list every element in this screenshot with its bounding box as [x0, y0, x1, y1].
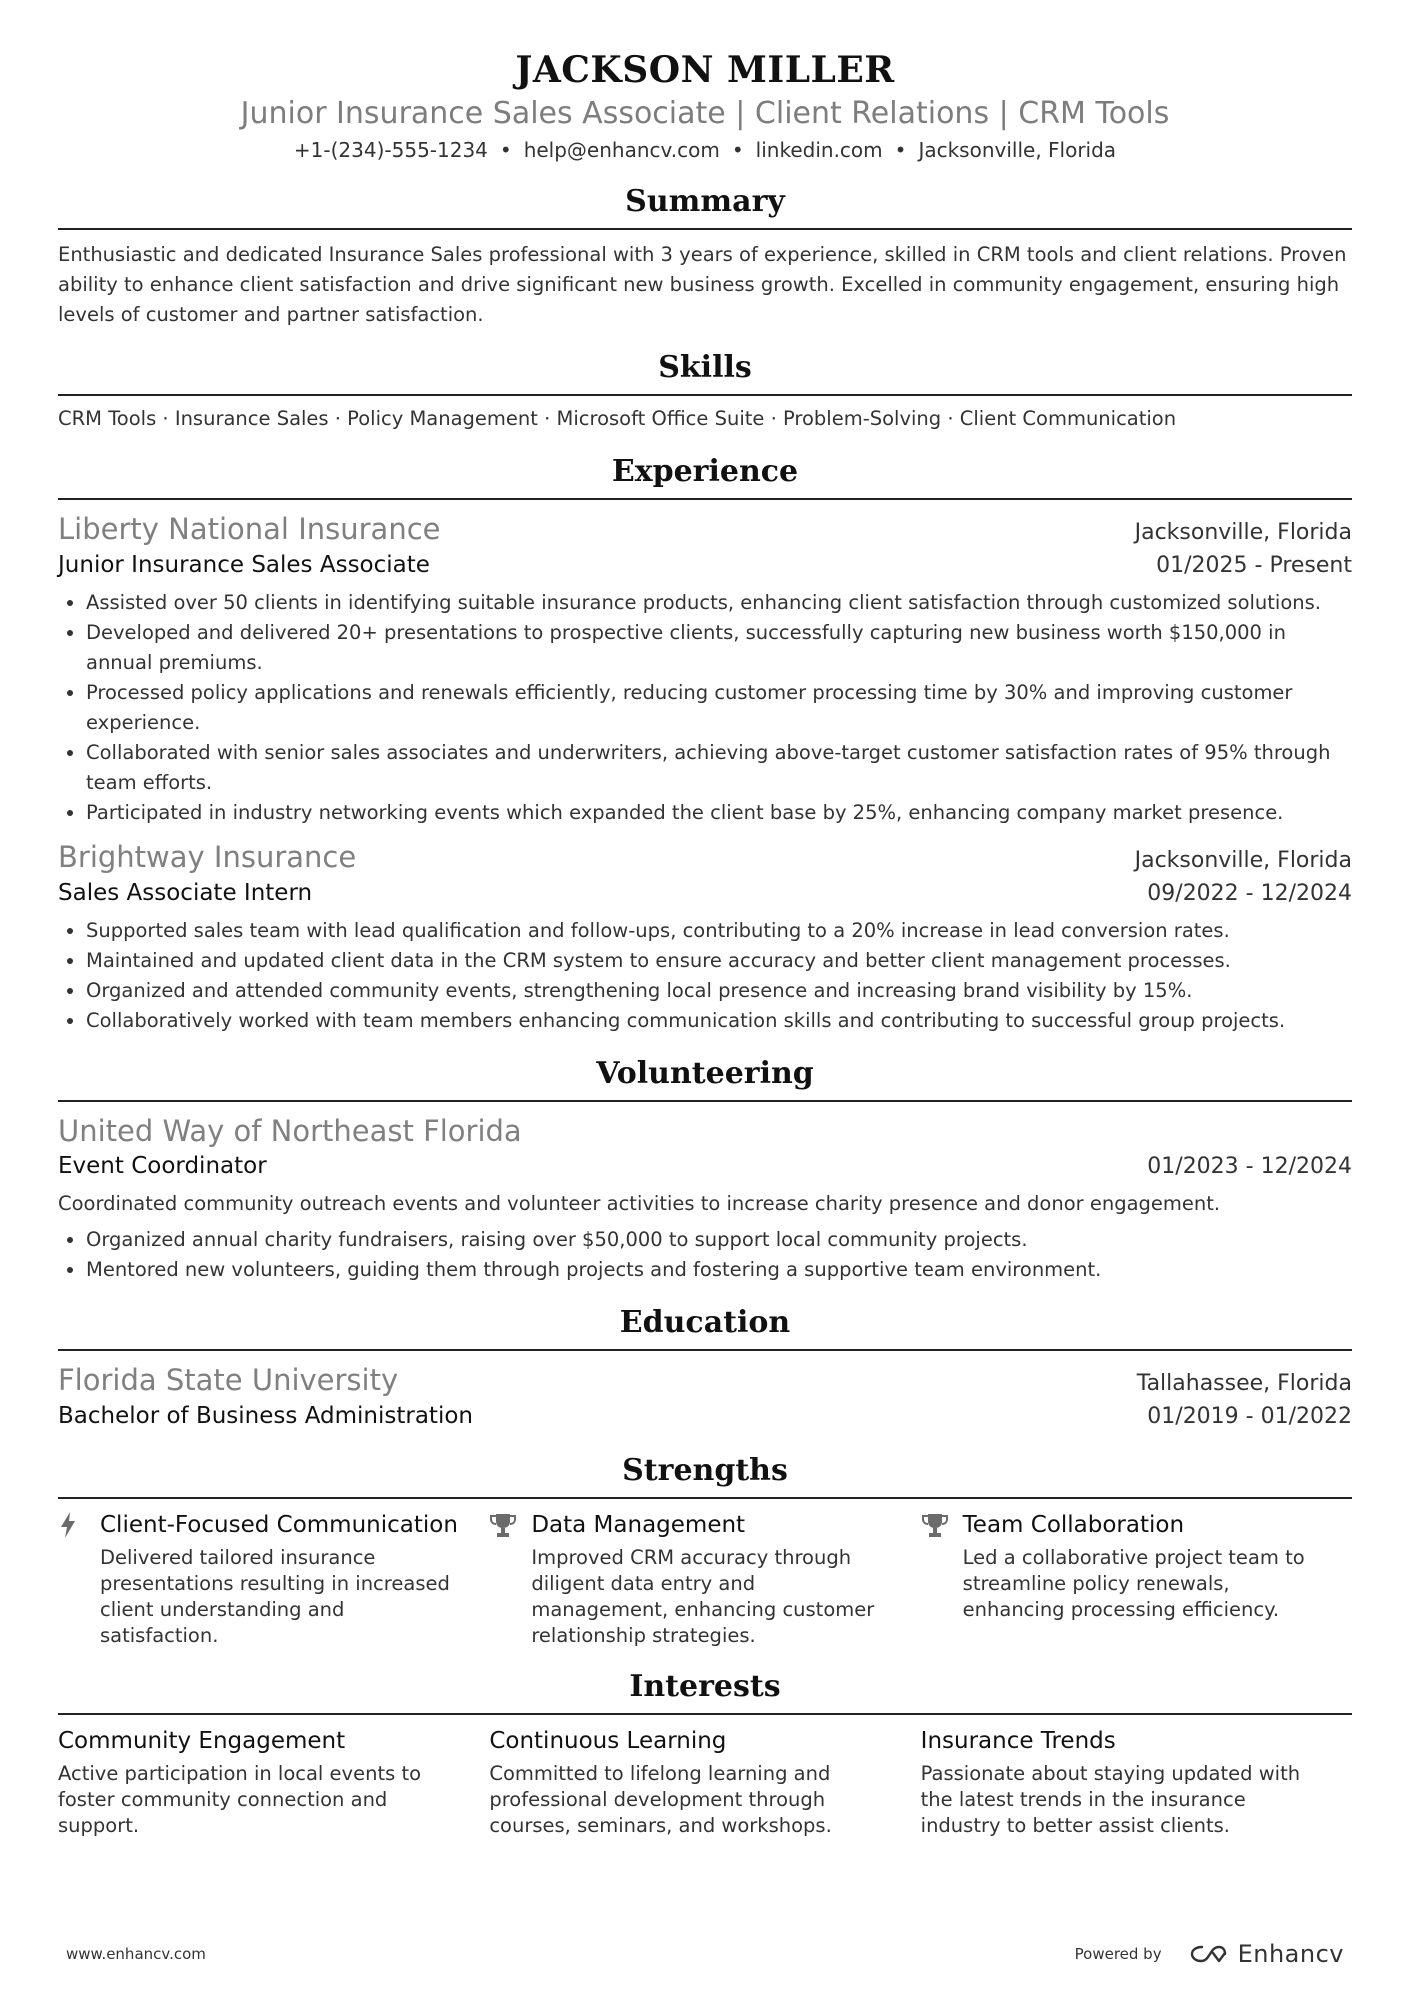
job-role: Sales Associate Intern — [58, 880, 313, 906]
bullet-item: • Developed and delivered 20+ presentations to prospective clients, successfully capturing new business worth $150,000 in annual premiums. — [86, 618, 1352, 678]
strength-item — [921, 1509, 1352, 1649]
powered-by — [1075, 1940, 1344, 1968]
volunteer-bullets — [58, 1225, 1352, 1285]
section-title-experience: Experience — [58, 452, 1352, 500]
volunteering-entry — [58, 1112, 1352, 1285]
strength-description: Led a collaborative project team to streamline policy renewals, enhancing processing efficiency. — [962, 1546, 1305, 1621]
page-footer — [66, 1940, 1344, 1968]
volunteer-role: Event Coordinator — [58, 1153, 267, 1179]
volunteer-description: Coordinated community outreach events and volunteer activities to increase charity presence and donor engagement. — [58, 1192, 1221, 1215]
interest-title: Insurance Trends — [920, 1728, 1116, 1754]
bullet-item: • Collaborated with senior sales associates and underwriters, achieving above-target customer satisfaction rates of 95% through team efforts. — [86, 738, 1352, 798]
interest-title: Continuous Learning — [489, 1728, 727, 1754]
location: Jacksonville, Florida — [918, 138, 1117, 162]
interest-item — [921, 1725, 1352, 1839]
separator-dot: • — [731, 138, 744, 162]
job-location: Jacksonville, Florida — [1134, 520, 1352, 545]
strength-description: Delivered tailored insurance presentations resulting in increased client understanding and satisfaction. — [100, 1546, 450, 1647]
interest-item — [58, 1725, 489, 1839]
section-title-volunteering: Volunteering — [58, 1054, 1352, 1102]
email-link[interactable]: help@enhancv.com — [523, 138, 720, 162]
linkedin-link[interactable]: linkedin.com — [755, 138, 883, 162]
section-title-education: Education — [58, 1303, 1352, 1351]
section-title-strengths: Strengths — [58, 1451, 1352, 1499]
experience-entry — [58, 838, 1352, 1036]
strength-item — [58, 1509, 489, 1649]
bullet-item: • Maintained and updated client data in the CRM system to ensure accuracy and better client management processes. — [86, 946, 1352, 976]
powered-by-label: Powered by — [1074, 1945, 1162, 1963]
brand-name: Enhancv — [1237, 1940, 1344, 1968]
trophy-icon — [489, 1510, 531, 1540]
interest-title: Community Engagement — [58, 1728, 346, 1754]
section-title-summary: Summary — [58, 182, 1352, 230]
school-name: Florida State University — [58, 1363, 399, 1397]
section-title-skills: Skills — [58, 348, 1352, 396]
interest-description: Active participation in local events to foster community connection and support. — [58, 1762, 422, 1837]
separator-dot: • — [499, 138, 512, 162]
volunteer-org: United Way of Northeast Florida — [58, 1114, 522, 1148]
degree: Bachelor of Business Administration — [58, 1403, 473, 1429]
experience-entry — [58, 510, 1352, 828]
job-location: Jacksonville, Florida — [1134, 848, 1352, 873]
company-name: Brightway Insurance — [58, 840, 357, 874]
strength-title: Client-Focused Communication — [100, 1512, 458, 1538]
candidate-headline: Junior Insurance Sales Associate | Client Relations | CRM Tools — [240, 96, 1170, 131]
bullet-item: • Participated in industry networking events which expanded the client base by 25%, enhancing company market presence. — [86, 798, 1352, 828]
interest-description: Passionate about staying updated with the latest trends in the insurance industry to better assist clients. — [920, 1762, 1301, 1837]
strength-item — [489, 1509, 920, 1649]
job-role: Junior Insurance Sales Associate — [58, 552, 430, 578]
strength-title: Data Management — [531, 1512, 746, 1538]
school-location: Tallahassee, Florida — [1136, 1371, 1352, 1396]
trophy-icon — [921, 1510, 963, 1540]
bullet-item: • Assisted over 50 clients in identifying suitable insurance products, enhancing client satisfaction through customized solutions. — [86, 588, 1352, 618]
bullet-item: • Mentored new volunteers, guiding them through projects and fostering a supportive team environment. — [86, 1255, 1352, 1285]
company-name: Liberty National Insurance — [58, 512, 441, 546]
education-entry — [58, 1361, 1352, 1433]
job-bullets — [58, 916, 1352, 1036]
strengths-grid — [58, 1509, 1352, 1649]
bullet-item: • Supported sales team with lead qualification and follow-ups, contributing to a 20% increase in lead conversion rates. — [86, 916, 1352, 946]
job-dates: 09/2022 - 12/2024 — [1147, 881, 1352, 906]
footer-url[interactable]: www.enhancv.com — [66, 1945, 206, 1963]
interest-description: Committed to lifelong learning and professional development through courses, seminars, and workshops. — [489, 1762, 832, 1837]
candidate-name: JACKSON MILLER — [515, 49, 895, 91]
interest-item — [489, 1725, 920, 1839]
lightning-icon — [58, 1510, 100, 1540]
enhancv-logo-icon — [1188, 1943, 1228, 1965]
bullet-item: • Processed policy applications and renewals efficiently, reducing customer processing time by 30% and improving customer experience. — [86, 678, 1352, 738]
skills-list: CRM Tools · Insurance Sales · Policy Management · Microsoft Office Suite · Problem-Solving · Client Communication — [58, 407, 1177, 430]
bullet-item: • Organized and attended community events, strengthening local presence and increasing brand visibility by 15%. — [86, 976, 1352, 1006]
resume-header — [58, 0, 1352, 164]
job-dates: 01/2025 - Present — [1156, 553, 1352, 578]
interests-grid — [58, 1725, 1352, 1839]
education-dates: 01/2019 - 01/2022 — [1147, 1404, 1352, 1429]
strength-description: Improved CRM accuracy through diligent data entry and management, enhancing customer relationship strategies. — [531, 1546, 875, 1647]
separator-dot: • — [894, 138, 907, 162]
bullet-item: • Collaboratively worked with team members enhancing communication skills and contributing to successful group projects. — [86, 1006, 1352, 1036]
bullet-item: • Organized annual charity fundraisers, raising over $50,000 to support local community projects. — [86, 1225, 1352, 1255]
summary-text: Enthusiastic and dedicated Insurance Sales professional with 3 years of experience, skilled in CRM tools and client relations. Proven ability to enhance client satisfaction and drive significant new business growth. Excelled in community engagement, ensuring high levels of customer and partner satisfaction. — [58, 243, 1347, 326]
job-bullets — [58, 588, 1352, 828]
section-title-interests: Interests — [58, 1667, 1352, 1715]
contact-line — [58, 136, 1352, 164]
volunteer-dates: 01/2023 - 12/2024 — [1147, 1154, 1352, 1179]
phone: +1-(234)-555-1234 — [293, 138, 488, 162]
strength-title: Team Collaboration — [962, 1512, 1185, 1538]
